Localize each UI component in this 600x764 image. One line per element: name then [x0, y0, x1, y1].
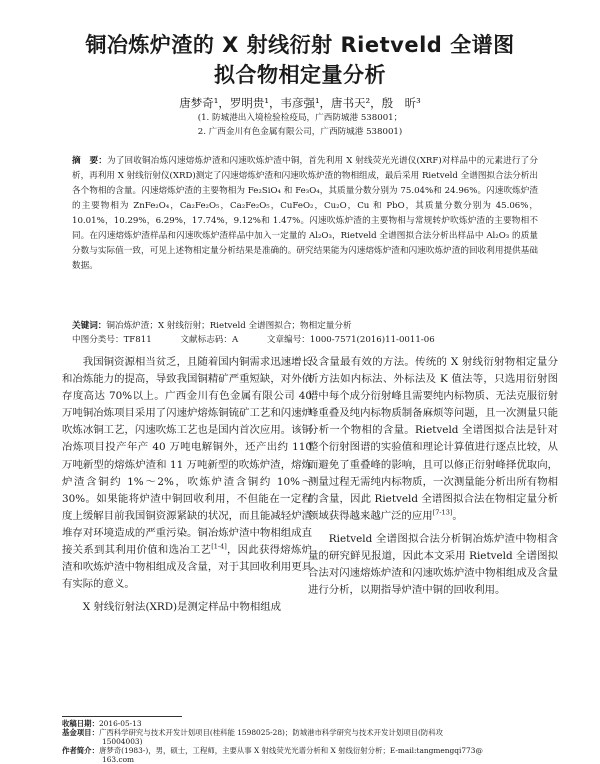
abstract: [72, 154, 538, 274]
fund-info: [62, 728, 538, 737]
author-info-label: 作者简介：: [62, 746, 99, 755]
citation-ref: [1-4]: [211, 542, 227, 551]
body-paragraph: [308, 354, 558, 525]
body-paragraph: [308, 531, 558, 599]
footnotes: [62, 719, 538, 764]
article-title-line2: 拟合物相定量分析: [214, 63, 386, 87]
classification-row: [72, 334, 538, 347]
document-code: 文献标志码：A: [180, 335, 239, 345]
received-value: 2016-05-13: [98, 719, 142, 728]
keywords: [72, 320, 538, 333]
keywords-label: 关键词：: [72, 321, 107, 331]
footnote-divider: [62, 716, 182, 717]
body-paragraph: [62, 599, 312, 616]
body-paragraph: [62, 354, 312, 593]
body-column-right: [308, 354, 558, 599]
fund-label: 基金项目：: [62, 728, 99, 737]
keywords-text: 铜冶炼炉渣；X 射线衍射；Rietveld 全谱图拟合；物相定量分析: [106, 321, 352, 331]
author-info-line-1: 唐梦奇(1983-)，男，硕士，工程师，主要从事 X 射线荧光光谱分析和 X 射线衍射分析；E-mail:tangmengqi773@: [98, 746, 483, 755]
citation-ref: [7-13]: [432, 508, 453, 517]
article-title-line1: 铜冶炼炉渣的 X 射线衍射 Rietveld 全谱图: [85, 33, 515, 57]
author-list: 唐梦奇¹，罗明贵¹，韦彦强¹，唐书天²，殷 昕³: [179, 96, 421, 110]
body-text: 我国铜资源相当贫乏，且随着国内铜需求迅速增长和冶炼能力的提高，导致我国铜精矿严重短缺，对外依存度高达 70%以上。广西金川有色金属有限公司 40 万吨铜冶炼项目采用了闪速炉熔炼铜锍矿工艺和闪速炉吹炼冰铜工艺，闪速吹炼工艺也是国内首次应用。该铜冶炼项目投产年产 40 万吨电解铜外，还产出约 110 万吨新型的熔炼炉渣和 11 万吨新型的吹炼炉渣，熔炼炉渣含铜约 1%～2%，吹炼炉渣含铜约 10%～30%。如果能将炉渣中铜回收利用，不但能在一定程度上缓解目前我国铜资源紧缺的状况，而且能减轻炉渣堆存对环境造成的严重污染。铜冶炼炉渣中物相组成直接关系到其利用价值和选冶工艺: [62, 356, 312, 557]
fund-info-cont: 15004003): [102, 737, 143, 746]
body-text: 及含量最有效的方法。传统的 X 射线衍射物相定量分析方法如内标法、外标法及 K 值法等，只选用衍射图谱中每个成分衍射峰且需要纯内标物质、无法克服衍射峰重叠及纯内标物质制备麻烦等问题，且一次测量只能分析一个物相的含量。Rietveld 全谱图拟合法是针对整个衍射图谱的实验值和理论计算值进行逐点比较，从而避免了重叠峰的影响，且可以修正衍射峰择优取向，测量过程无需纯内标物质，一次测量能分析出所有物相的含量，因此 Rietveld 全谱图拟合法在物相定量分析领域获得越来越广泛的应用: [308, 356, 558, 522]
body-text: ，因此获得熔炼炉渣和吹炼炉渣中物相组成及含量，对于其回收利用更具有实际的意义。: [62, 544, 313, 591]
body-text: Rietveld 全谱图拟合法分析铜冶炼炉渣中物相含量的研究鲜见报道，因此本文采用 Rietveld 全谱图拟合法对闪速熔炼炉渣和闪速吹炼炉渣中物相组成及含量进行分析，以期指导炉渣中铜的回收利用。: [308, 532, 558, 597]
fund-line-1: 广西科学研究与技术开发计划项目(桂科能 1598025-28)；防城港市科学研究与技术开发计划项目(防科攻: [98, 728, 444, 737]
body-text: X 射线衍射法(XRD)是测定样品中物相组成: [82, 601, 282, 614]
body-text: 。: [452, 509, 463, 522]
received-date: [62, 719, 538, 728]
article-number: 文章编号：1000-7571(2016)11-0011-06: [266, 335, 435, 345]
abstract-text: 为了回收铜冶炼闪速熔炼炉渣和闪速吹炼炉渣中铜，首先利用 X 射线荧光光谱仪(XRF)对样品中的元素进行了分析，再利用 X 射线衍射仪(XRD)测定了闪速熔炼炉渣和闪速吹炼炉渣的物相组成，最后采用 Rietveld 全谱图拟合法分析出各个物相的含量。闪速熔炼炉渣的主要物相为 Fe₂SiO₄ 和 Fe₃O₄，其质量分数分别为 75.04%和 24.96%。闪速吹炼炉渣的主要物相为 ZnFe₂O₄，Ca₂Fe₂O₅，Ca₂Fe₂O₅，CuFeO₂，Cu₂O，Cu 和 PbO，其质量分数分别为 45.06%，10.01%，10.29%，6.29%，17.74%，9.12%和 1.47%。闪速吹炼炉渣的主要物相与常规转炉吹炼炉渣的主要物相不同。在闪速熔炼炉渣样品和闪速吹炼炉渣样品中加入一定量的 Al₂O₃，Rietveld 全谱图拟合法分析出样品中 Al₂O₃ 的质量分数与实际值一致，可见上述物相定量分析结果是准确的。研究结果能为闪速熔炼炉渣和闪速吹炼炉渣的回收利用提供基础数据。: [72, 156, 538, 271]
affiliation-2: 2. 广西金川有色金属有限公司，广西防城港 538001): [197, 127, 403, 137]
author-info-cont: 163.com: [102, 755, 135, 764]
body-column-left: [62, 354, 312, 616]
clc-number: 中图分类号：TF811: [72, 335, 152, 345]
abstract-label: 摘 要：: [72, 156, 108, 166]
author-info: [62, 746, 538, 755]
affiliation-1: (1. 防城港出入境检验检疫局，广西防城港 538001；: [197, 113, 403, 123]
article-title: [60, 30, 540, 90]
received-label: 收稿日期：: [62, 719, 99, 728]
